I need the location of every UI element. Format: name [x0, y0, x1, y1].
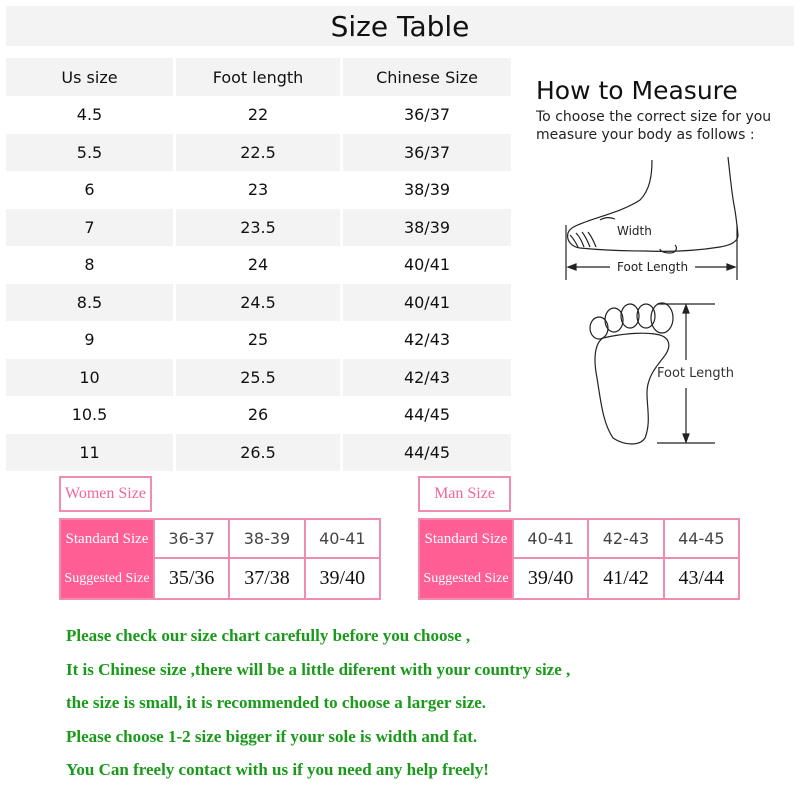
us-size-cell: 11: [6, 434, 173, 472]
header-foot-length: Foot length: [176, 58, 340, 96]
table-row: [6, 284, 511, 322]
table-header-row: [6, 58, 511, 96]
women-suggested-size-cell: 39/40: [304, 559, 379, 598]
man-standard-size-cell: 40-41: [512, 520, 587, 559]
chinese-size-cell: 36/37: [343, 134, 511, 172]
table-row: [6, 246, 511, 284]
us-size-cell: 4.5: [76, 105, 103, 125]
man-size-label: [418, 476, 511, 512]
women-standard-size-cell: 38-39: [228, 520, 303, 559]
women-size-label: [59, 476, 152, 512]
foot-length-cell: 22: [247, 105, 269, 125]
us-size-cell: 9: [84, 330, 95, 350]
table-row: [6, 96, 511, 134]
how-to-measure-title: How to Measure: [536, 76, 738, 105]
us-size-cell: 10.5: [71, 405, 108, 425]
side-foot-length-label: Foot Length: [617, 260, 689, 274]
chinese-size-cell: 38/39: [343, 209, 511, 247]
chinese-size-cell: 42/43: [403, 330, 451, 350]
chinese-size-cell: 40/41: [403, 255, 451, 275]
foot-length-cell: 24.5: [176, 284, 340, 322]
man-standard-size-cell: 44-45: [663, 520, 738, 559]
us-size-cell: 8: [84, 255, 95, 275]
chinese-size-cell: 40/41: [343, 284, 511, 322]
note-line: Please choose 1-2 size bigger if your sole is width and fat.: [66, 726, 478, 746]
man-standard-size-header: Standard Size: [420, 520, 512, 559]
women-size-grid: [59, 518, 381, 600]
women-standard-size-header: Standard Size: [61, 520, 153, 559]
man-size-label-text: Man Size: [434, 485, 495, 502]
note-line: It is Chinese size ,there will be a little diferent with your country size ,: [66, 659, 571, 679]
foot-length-cell: 23.5: [176, 209, 340, 247]
note-line: You Can freely contact with us if you need any help freely!: [66, 760, 489, 780]
table-row: [6, 134, 511, 172]
page-title: Size Table: [330, 9, 470, 43]
man-suggested-size-header: Suggested Size: [420, 559, 512, 598]
size-table: [6, 58, 511, 471]
table-row: [6, 434, 511, 472]
foot-side-view-diagram: [560, 155, 750, 285]
man-suggested-size-cell: 43/44: [663, 559, 738, 598]
header-chinese-size: Chinese Size: [343, 58, 511, 96]
foot-length-cell: 25: [247, 330, 269, 350]
note-line: the size is small, it is recommended to choose a larger size.: [66, 693, 487, 713]
size-notes: [66, 624, 796, 792]
foot-length-cell: 24: [247, 255, 269, 275]
table-row: [6, 396, 511, 434]
man-standard-size-cell: 42-43: [587, 520, 662, 559]
chinese-size-cell: 38/39: [403, 180, 451, 200]
chinese-size-cell: 36/37: [403, 105, 451, 125]
note-line: Please check our size chart carefully before you choose ,: [66, 626, 471, 645]
foot-length-cell: 23: [247, 180, 269, 200]
women-suggested-size-cell: 37/38: [228, 559, 303, 598]
chinese-size-cell: 44/45: [343, 434, 511, 472]
table-row: [6, 209, 511, 247]
table-row: [6, 359, 511, 397]
us-size-cell: 7: [6, 209, 173, 247]
us-size-cell: 6: [84, 180, 95, 200]
table-row: [6, 171, 511, 209]
foot-length-cell: 26.5: [176, 434, 340, 472]
women-suggested-size-cell: 35/36: [153, 559, 228, 598]
chinese-size-cell: 44/45: [403, 405, 451, 425]
width-label: Width: [617, 224, 652, 238]
instruction-line-1: To choose the correct size for you: [536, 109, 772, 125]
women-suggested-size-header: Suggested Size: [61, 559, 153, 598]
foot-length-cell: 22.5: [176, 134, 340, 172]
us-size-cell: 5.5: [6, 134, 173, 172]
foot-top-view-diagram: [585, 298, 785, 448]
instruction-line-2: measure your body as follows :: [536, 127, 755, 143]
header-us-size: Us size: [6, 58, 173, 96]
how-to-measure-panel: [536, 76, 796, 144]
women-standard-size-cell: 36-37: [153, 520, 228, 559]
man-size-grid: [418, 518, 740, 600]
top-foot-length-label: Foot Length: [657, 366, 734, 381]
foot-length-cell: 26: [247, 405, 269, 425]
women-size-label-text: Women Size: [65, 485, 146, 502]
title-bar: [6, 6, 794, 46]
how-to-measure-instructions: [536, 108, 796, 144]
man-suggested-size-cell: 41/42: [587, 559, 662, 598]
chinese-size-cell: 42/43: [343, 359, 511, 397]
table-row: [6, 321, 511, 359]
man-suggested-size-cell: 39/40: [512, 559, 587, 598]
women-standard-size-cell: 40-41: [304, 520, 379, 559]
us-size-cell: 8.5: [6, 284, 173, 322]
foot-length-cell: 25.5: [176, 359, 340, 397]
us-size-cell: 10: [6, 359, 173, 397]
